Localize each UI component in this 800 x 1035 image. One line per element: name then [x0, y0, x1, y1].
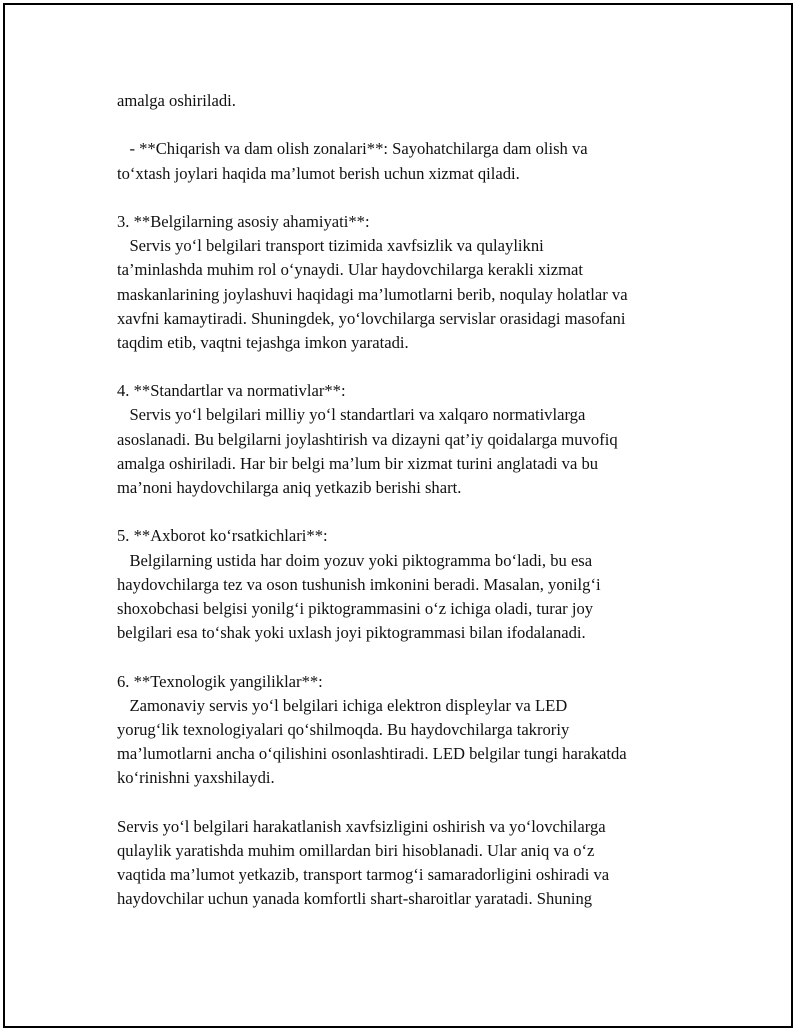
text-line: ma’lumotlarni ancha o‘qilishini osonlashtiradi. LED belgilar tungi harakatda: [117, 744, 627, 764]
paragraph-gap: [117, 645, 697, 669]
paragraph-gap: [117, 113, 697, 137]
text-line: ta’minlashda muhim rol o‘ynaydi. Ular haydovchilarga kerakli xizmat: [117, 260, 584, 280]
text-line: asoslanadi. Bu belgilarni joylashtirish va dizayni qat’iy qoidalarga muvofiq: [117, 429, 618, 449]
text-line: amalga oshiriladi. Har bir belgi ma’lum bir xizmat turini anglatadi va bu: [117, 453, 599, 473]
text-line: Belgilarning ustida har doim yozuv yoki piktogramma bo‘ladi, bu esa: [117, 550, 593, 570]
text-line: qulaylik yaratishda muhim omillardan biri hisoblanadi. Ular aniq va o‘z: [117, 840, 595, 860]
text-line: ma’noni haydovchilarga aniq yetkazib berishi shart.: [117, 478, 462, 497]
text-line: 5. **Axborot ko‘rsatkichlari**:: [117, 526, 328, 546]
paragraph-gap: [117, 355, 697, 379]
text-line: 3. **Belgilarning asosiy ahamiyati**:: [117, 211, 370, 231]
text-line: Zamonaviy servis yo‘l belgilari ichiga elektron displeylar va LED: [117, 695, 568, 715]
text-line: amalga oshiriladi.: [117, 91, 236, 110]
text-line: Servis yo‘l belgilari milliy yo‘l standartlari va xalqaro normativlarga: [117, 405, 586, 425]
text-line: to‘xtash joylari haqida ma’lumot berish uchun xizmat qiladi.: [117, 163, 520, 183]
text-line: ko‘rinishni yaxshilaydi.: [117, 768, 275, 788]
text-line: xavfni kamaytiradi. Shuningdek, yo‘lovchilarga servislar orasidagi masofani: [117, 308, 626, 328]
text-line: haydovchilar uchun yanada komfortli shart-sharoitlar yaratadi. Shuning: [117, 889, 593, 909]
text-line: shoxobchasi belgisi yonilg‘i piktogrammasini o‘z ichiga oladi, turar joy: [117, 598, 594, 618]
text-line: Servis yo‘l belgilari transport tizimida xavfsizlik va qulaylikni: [117, 236, 544, 256]
text-line: haydovchilarga tez va oson tushunish imkonini beradi. Masalan, yonilg‘i: [117, 574, 601, 594]
text-line: 4. **Standartlar va normativlar**:: [117, 381, 346, 401]
text-line: 6. **Texnologik yangiliklar**:: [117, 671, 323, 691]
text-line: Servis yo‘l belgilari harakatlanish xavfsizligini oshirish va yo‘lovchilarga: [117, 816, 606, 836]
text-line: - **Chiqarish va dam olish zonalari**: Sayohatchilarga dam olish va: [117, 139, 588, 159]
text-line: yorug‘lik texnologiyalari qo‘shilmoqda. Bu haydovchilarga takroriy: [117, 719, 570, 739]
paragraph-gap: [117, 790, 697, 814]
text-line: taqdim etib, vaqtni tejashga imkon yaratadi.: [117, 332, 409, 352]
paragraph-gap: [117, 500, 697, 524]
document-body: [117, 89, 697, 911]
text-line: maskanlarining joylashuvi haqidagi ma’lumotlarni berib, noqulay holatlar va: [117, 284, 628, 304]
text-line: belgilari esa to‘shak yoki uxlash joyi piktogrammasi bilan ifodalanadi.: [117, 623, 586, 643]
paragraph-gap: [117, 186, 697, 210]
text-line: vaqtida ma’lumot yetkazib, transport tarmog‘i samaradorligini oshiradi va: [117, 865, 610, 884]
